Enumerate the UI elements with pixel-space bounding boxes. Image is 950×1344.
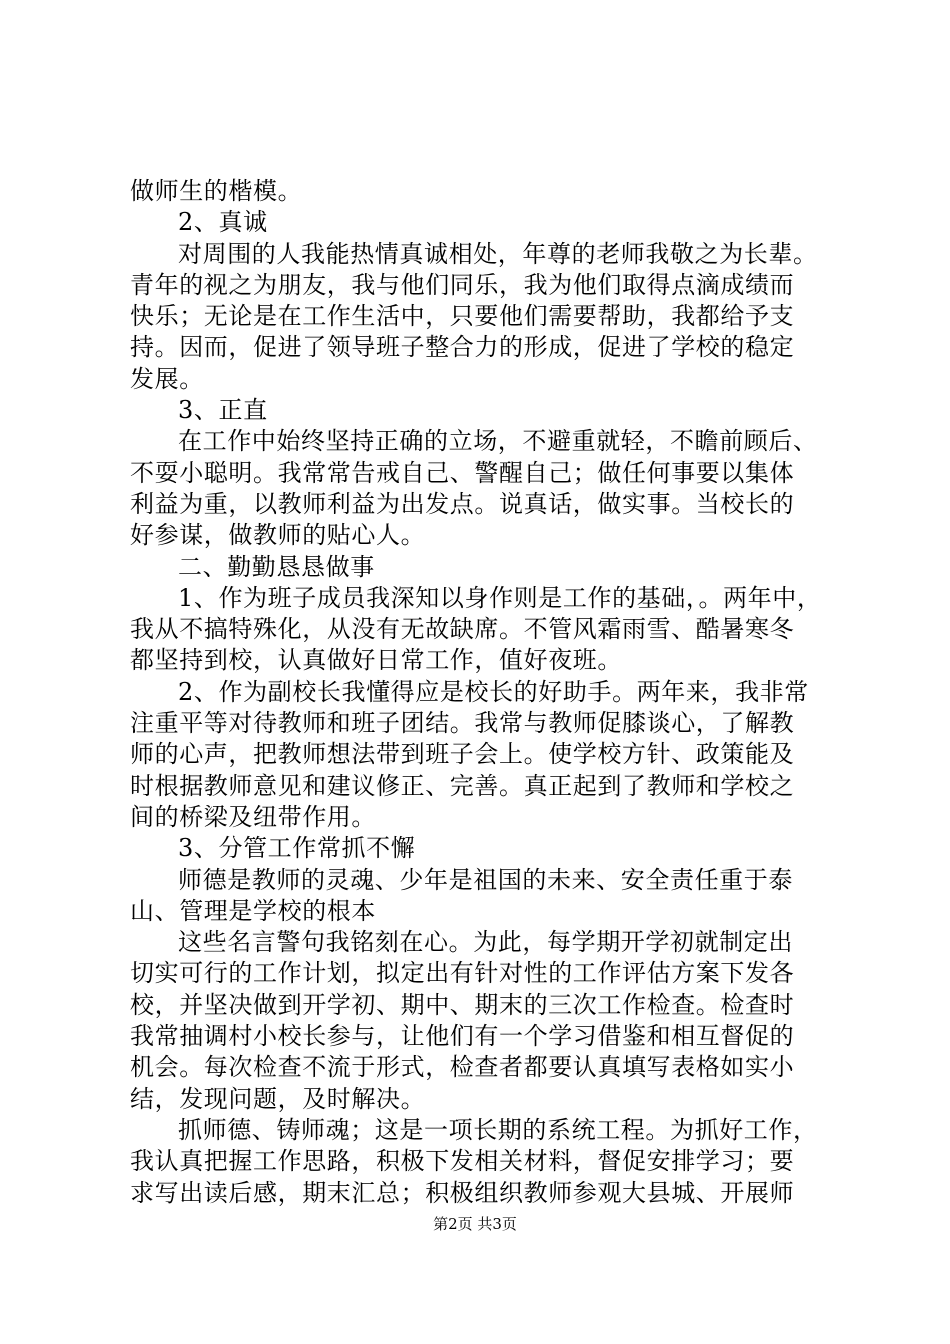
text-line: 在工作中始终坚持正确的立场，不避重就轻，不瞻前顾后、 xyxy=(178,427,818,456)
text-line: 青年的视之为朋友，我与他们同乐，我为他们取得点滴成绩而 xyxy=(130,270,795,299)
text-line: 我常抽调村小校长参与，让他们有一个学习借鉴和相互督促的 xyxy=(130,1022,795,1051)
text-line: 3、分管工作常抓不懈 xyxy=(178,834,416,863)
text-line: 发展。 xyxy=(130,364,204,393)
text-line: 利益为重，以教师利益为出发点。说真话，做实事。当校长的 xyxy=(130,489,795,518)
text-line: 机会。每次检查不流于形式，检查者都要认真填写表格如实小 xyxy=(130,1053,795,1082)
text-line: 我认真把握工作思路，积极下发相关材料，督促安排学习；要 xyxy=(130,1147,795,1176)
text-line: 不耍小聪明。我常常告戒自己、警醒自己；做任何事要以集体 xyxy=(130,458,795,487)
text-line: 结，发现问题，及时解决。 xyxy=(130,1084,426,1113)
text-line: 快乐；无论是在工作生活中，只要他们需要帮助，我都给予支 xyxy=(130,302,795,331)
text-line: 山、管理是学校的根本 xyxy=(130,896,376,925)
text-line: 师德是教师的灵魂、少年是祖国的未来、安全责任重于泰 xyxy=(178,865,793,894)
text-line: 校，并坚决做到开学初、期中、期末的三次工作检查。检查时 xyxy=(130,990,795,1019)
page-number-footer: 第2页 共3页 xyxy=(433,1215,517,1233)
text-line: 3、正直 xyxy=(178,396,268,425)
text-line: 切实可行的工作计划，拟定出有针对性的工作评估方案下发各 xyxy=(130,959,795,988)
text-line: 好参谋，做教师的贴心人。 xyxy=(130,521,426,550)
text-line: 这些名言警句我铭刻在心。为此，每学期开学初就制定出 xyxy=(178,928,793,957)
text-line: 持。因而，促进了领导班子整合力的形成，促进了学校的稳定 xyxy=(130,333,795,362)
text-line: 求写出读后感，期末汇总；积极组织教师参观大县城、开展师 xyxy=(130,1178,795,1207)
text-line: 时根据教师意见和建议修正、完善。真正起到了教师和学校之 xyxy=(130,771,795,800)
text-line: 注重平等对待教师和班子团结。我常与教师促膝谈心，了解教 xyxy=(130,709,795,738)
text-line: 做师生的楷模。 xyxy=(130,177,303,205)
text-line: 都坚持到校，认真做好日常工作，值好夜班。 xyxy=(130,646,622,675)
text-line: 间的桥梁及纽带作用。 xyxy=(130,802,376,831)
text-line: 我从不搞特殊化，从没有无故缺席。不管风霜雨雪、酷暑寒冬 xyxy=(130,615,795,644)
text-line: 抓师德、铸师魂；这是一项长期的系统工程。为抓好工作， xyxy=(178,1115,818,1144)
text-line: 1、作为班子成员我深知以身作则是工作的基础，。两年中， xyxy=(178,583,822,612)
text-line: 2、真诚 xyxy=(178,208,268,237)
text-line: 2、作为副校长我懂得应是校长的好助手。两年来，我非常 xyxy=(178,677,809,706)
text-line: 二、勤勤恳恳做事 xyxy=(178,552,375,581)
text-line: 对周围的人我能热情真诚相处，年尊的老师我敬之为长辈。 xyxy=(178,239,818,268)
document-body xyxy=(130,176,830,1209)
text-line: 师的心声，把教师想法带到班子会上。使学校方针、政策能及 xyxy=(130,740,795,769)
